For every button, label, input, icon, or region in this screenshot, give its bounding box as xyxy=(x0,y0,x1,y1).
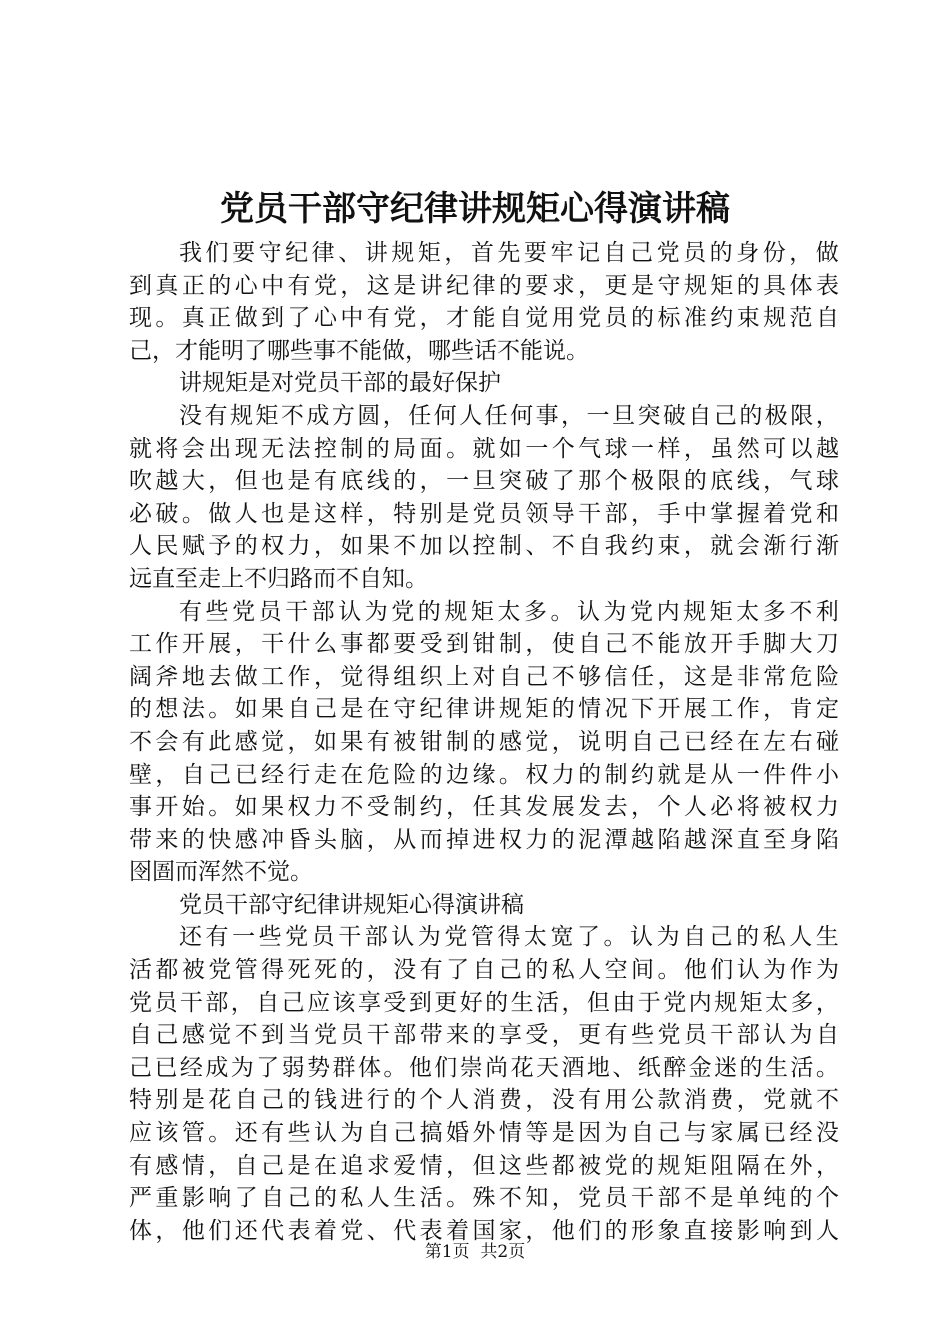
text-line: 还 有 一 些 党 员 干 部 认 为 党 管 得 太 宽 了 。 认 为 自 己 的 私 人 生 xyxy=(179,924,839,951)
text-line: 特 别 是 花 自 己 的 钱 进 行 的 个 人 消 费 ， 没 有 用 公 款 消 费 ， 党 就 不 xyxy=(129,1087,839,1114)
text-line: 工 作 开 展 ， 干 什 么 事 都 要 受 到 钳 制 ， 使 自 己 不 能 放 开 手 脚 大 刀 xyxy=(129,631,839,658)
text-line: 必 破 。 做 人 也 是 这 样 ， 特 别 是 党 员 领 导 干 部 ， 手 中 掌 握 着 党 和 xyxy=(129,500,839,527)
text-line-content: 己，才能明了哪些事不能做，哪些话不能说。 xyxy=(129,337,589,364)
text-line: 活 都 被 党 管 得 死 死 的 ， 没 有 了 自 己 的 私 人 空 间 。 他 们 认 为 作 为 xyxy=(129,957,839,984)
text-line: 没 有 规 矩 不 成 方 圆 ， 任 何 人 任 何 事 ， 一 旦 突 破 自 己 的 极 限 ， xyxy=(179,402,839,429)
text-line xyxy=(129,563,839,596)
text-line: 不 会 有 此 感 觉 ， 如 果 有 被 钳 制 的 感 觉 ， 说 明 自 己 已 经 在 左 右 碰 xyxy=(129,728,839,755)
text-line: 吹 越 大 ， 但 也 是 有 底 线 的 ， 一 旦 突 破 了 那 个 极 限 的 底 线 ， 气 球 xyxy=(129,468,839,495)
text-line-content: 远直至走上不归路而不自知。 xyxy=(129,565,428,592)
text-line xyxy=(129,335,839,368)
text-line: 己 已 经 成 为 了 弱 势 群 体 。 他 们 崇 尚 花 天 酒 地 、 纸 醉 金 迷 的 生 活 。 xyxy=(129,1054,839,1081)
text-line: 就 将 会 出 现 无 法 控 制 的 局 面 。 就 如 一 个 气 球 一 样 ， 虽 然 可 以 越 xyxy=(129,435,839,462)
text-line: 我 们 要 守 纪 律 、 讲 规 矩 ， 首 先 要 牢 记 自 己 党 员 的 身 份 ， 做 xyxy=(179,240,839,266)
text-line: 现 。 真 正 做 到 了 心 中 有 党 ， 才 能 自 觉 用 党 员 的 标 准 约 束 规 范 自 xyxy=(129,305,839,332)
page-footer: 第1页 共2页 xyxy=(424,1242,526,1262)
document-title: 党员干部守纪律讲规矩心得演讲稿 xyxy=(220,189,730,229)
text-line xyxy=(129,367,839,400)
text-line: 的 想 法 。 如 果 自 己 是 在 守 纪 律 讲 规 矩 的 情 况 下 开 展 工 作 ， 肯 定 xyxy=(129,696,839,723)
document-body xyxy=(129,237,839,1247)
text-line: 有 些 党 员 干 部 认 为 党 的 规 矩 太 多 。 认 为 党 内 规 矩 太 多 不 利 xyxy=(179,598,839,625)
text-line: 应 该 管 。 还 有 些 认 为 自 己 搞 婚 外 情 等 是 因 为 自 己 与 家 属 已 经 没 xyxy=(129,1120,839,1147)
text-line: 人 民 赋 予 的 权 力 ， 如 果 不 加 以 控 制 、 不 自 我 约 束 ， 就 会 渐 行 渐 xyxy=(129,533,839,560)
text-line: 阔 斧 地 去 做 工 作 ， 觉 得 组 织 上 对 自 己 不 够 信 任 ， 这 是 非 常 危 险 xyxy=(129,663,839,690)
text-line: 带 来 的 快 感 冲 昏 头 脑 ， 从 而 掉 进 权 力 的 泥 潭 越 陷 越 深 直 至 身 陷 xyxy=(129,826,839,853)
text-line: 有 感 情 ， 自 己 是 在 追 求 爱 情 ， 但 这 些 都 被 党 的 规 矩 阻 隔 在 外 ， xyxy=(129,1152,839,1179)
text-line: 壁 ， 自 己 已 经 行 走 在 危 险 的 边 缘 。 权 力 的 制 约 就 是 从 一 件 件 小 xyxy=(129,761,839,788)
text-line: 自 己 感 觉 不 到 当 党 员 干 部 带 来 的 享 受 ， 更 有 些 党 员 干 部 认 为 自 xyxy=(129,1022,839,1049)
text-line xyxy=(129,856,839,889)
text-line: 体 ， 他 们 还 代 表 着 党 、 代 表 着 国 家 ， 他 们 的 形 象 直 接 影 响 到 人 xyxy=(129,1217,839,1244)
text-line: 严 重 影 响 了 自 己 的 私 人 生 活 。 殊 不 知 ， 党 员 干 部 不 是 单 纯 的 个 xyxy=(129,1185,839,1212)
text-line: 到 真 正 的 心 中 有 党 ， 这 是 讲 纪 律 的 要 求 ， 更 是 守 规 矩 的 具 体 表 xyxy=(129,272,839,299)
text-line: 党 员 干 部 ， 自 己 应 该 享 受 到 更 好 的 生 活 ， 但 由 于 党 内 规 矩 太 多 ， xyxy=(129,989,839,1016)
text-line-content: 党员干部守纪律讲规矩心得演讲稿 xyxy=(179,891,524,918)
text-line xyxy=(129,889,839,922)
text-line-content: 囹圄而浑然不觉。 xyxy=(129,859,313,886)
text-line-content: 讲规矩是对党员干部的最好保护 xyxy=(179,370,501,397)
text-line: 事 开 始 。 如 果 权 力 不 受 制 约 ， 任 其 发 展 发 去 ， 个 人 必 将 被 权 力 xyxy=(129,794,839,821)
